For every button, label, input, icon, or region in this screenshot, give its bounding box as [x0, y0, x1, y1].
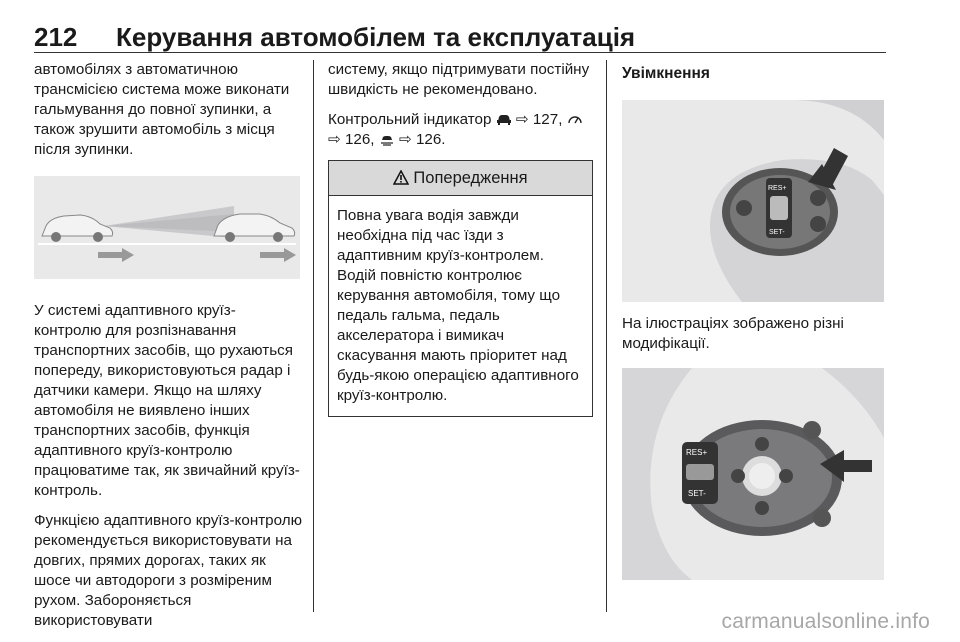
page-header — [34, 22, 886, 54]
warning-triangle-icon — [393, 170, 409, 185]
warning-header — [329, 161, 592, 196]
indicator-label: Контрольний індикатор — [328, 111, 492, 128]
paragraph: автомобілях з автоматичною трансмісією система може виконати гальмування до повної зупинки, а також зрушити автомобіль з місця після зупинки. — [34, 61, 290, 158]
res-label: RES+ — [768, 185, 787, 192]
column-middle — [328, 60, 593, 417]
paragraph: систему, якщо підтримувати постійну швидкість не рекомендовано. — [328, 61, 590, 98]
paragraph: У системі адаптивного круїз-контролю для розпізнавання транспортних засобів, що рухаються попереду, використовуються радар і датчики камери. Якщо на шляху автомобіля не виявлено інших транспортних засобів, функція адаптивного круїз-контролю працюватиме так, як звичайний круїз-контроль. — [34, 302, 300, 499]
page-ref-icon: ⇨ — [515, 111, 529, 128]
section-heading: Увімкнення — [622, 65, 710, 82]
res-label: RES+ — [686, 448, 708, 457]
car-indicator-icon — [496, 112, 512, 126]
page-ref-icon: ⇨ — [399, 131, 412, 148]
warning-text: Повна увага водія завжди необхідна під час їзди з адаптивним круїз-контролем. Водій повністю контролює керування автомобіля, тому що педаль гальма, педаль акселератора і вимикач скасування мають пріоритет над будь-якою операцією адаптивного круїз-контролю. — [337, 207, 579, 404]
steering-wheel-graphic — [622, 100, 884, 302]
radar-car-graphic — [34, 176, 300, 279]
page-number: 212 — [34, 22, 78, 52]
page-ref[interactable]: 126, — [344, 131, 375, 148]
column-divider — [313, 60, 314, 612]
warning-box — [328, 160, 593, 417]
page-ref-icon: ⇨ — [328, 131, 341, 148]
column-left — [34, 60, 302, 641]
steering-wheel-illustration-2 — [622, 368, 884, 580]
speedometer-icon — [567, 112, 583, 126]
column-right — [622, 60, 888, 580]
set-label: SET- — [769, 229, 785, 236]
radar-illustration — [34, 176, 300, 279]
page-ref[interactable]: 127, — [532, 111, 563, 128]
page-title: Керування автомобілем та експлуатація — [116, 22, 636, 52]
column-divider — [606, 60, 607, 612]
watermark: carmanualsonline.info — [721, 610, 930, 633]
steering-wheel-illustration-1 — [622, 100, 884, 302]
caption: На ілюстраціях зображено різні модифікації. — [622, 315, 844, 352]
set-label: SET- — [688, 489, 706, 498]
page-ref[interactable]: 126. — [415, 131, 446, 148]
warning-title: Попередження — [413, 169, 528, 187]
warning-body — [329, 196, 592, 416]
indicator-paragraph — [328, 110, 593, 150]
header-rule — [34, 52, 886, 53]
vehicle-ahead-icon — [379, 132, 395, 146]
paragraph: Функцією адаптивного круїз-контролю рекомендується використовувати на довгих, прямих дорогах, таких як шосе чи автодороги з розміреним рухом. Забороняється використовувати — [34, 512, 302, 629]
steering-wheel-graphic — [622, 368, 884, 580]
